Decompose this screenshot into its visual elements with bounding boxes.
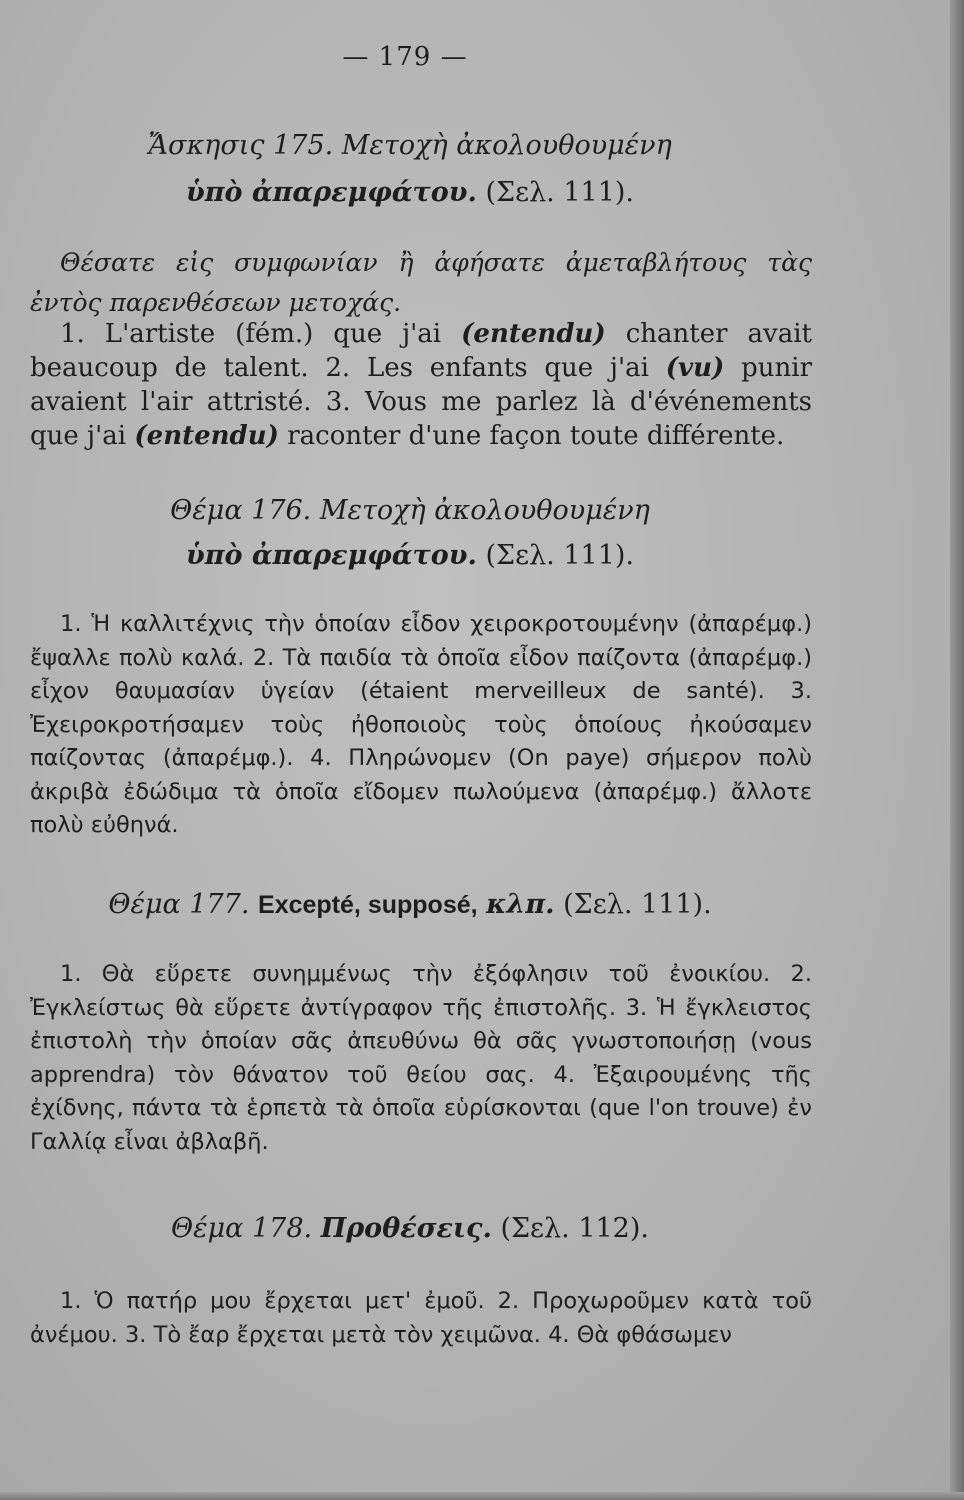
body-segment-italic: (entendu) xyxy=(134,421,279,451)
theme-177-body xyxy=(30,958,812,1159)
instructions-text: Θέσατε εἰς συμφωνίαν ἢ ἀφήσατε ἀμεταβλήτους τὰς ἐντὸς παρενθέσεων μετοχάς. xyxy=(30,248,812,317)
exercise-175-heading xyxy=(0,125,820,167)
theme-176-subtitle: ὑπὸ ἀπαρεμφάτου. xyxy=(185,540,477,571)
theme-177-text: 1. Θὰ εὕρετε συνημμένως τὴν ἐξόφλησιν τοῦ ἐνοικίου. 2. Ἐγκλείστως θὰ εὕρετε ἀντίγραφον τῆς ἐπιστολῆς. 3. Ἡ ἔγκλειστος ἐπιστολὴ τὴν ὁποίαν σᾶς ἀπευθύνω θὰ σᾶς γνωστοποιήσῃ (vous apprendra) τὸν θάνατον τοῦ θείου σας. 4. Ἐξαιρουμένης τῆς ἐχίδνης, πάντα τὰ ἑρπετὰ τὰ ὁποῖα εὑρίσκονται (que l'on trouve) ἐν Γαλλίᾳ εἶναι ἀβλαβῆ. xyxy=(30,961,812,1155)
theme-176-title: Θέμα 176. Μετοχὴ ἀκολουθουμένη xyxy=(170,495,650,526)
exercise-175-body xyxy=(30,317,812,453)
body-segment: chanter avait beaucoup de talent. 2. Les enfants que j'ai xyxy=(30,319,812,383)
body-segment-italic: (entendu) xyxy=(461,319,606,349)
theme-176-ref: (Σελ. 111). xyxy=(485,540,634,571)
theme-178-body xyxy=(30,1285,812,1352)
theme-178-subtitle: Προθέσεις. xyxy=(320,1213,492,1244)
theme-176-heading xyxy=(0,490,820,532)
theme-177-keywords: Excepté, supposé, xyxy=(258,891,478,919)
page-edge-shadow xyxy=(950,0,964,1500)
theme-176-subheading xyxy=(0,535,820,577)
theme-176-body xyxy=(30,608,812,843)
theme-178-title: Θέμα 178. xyxy=(171,1213,313,1244)
exercise-175-ref: (Σελ. 111). xyxy=(485,177,634,208)
theme-177-heading xyxy=(0,884,820,926)
body-segment-italic: (vu) xyxy=(665,353,725,383)
theme-178-text: 1. Ὁ πατήρ μου ἔρχεται μετ' ἐμοῦ. 2. Προχωροῦμεν κατὰ τοῦ ἀνέμου. 3. Τὸ ἔαρ ἔρχεται μετὰ τὸν χειμῶνα. 4. Θὰ φθάσωμεν xyxy=(30,1288,812,1348)
exercise-175-subtitle: ὑπὸ ἀπαρεμφάτου. xyxy=(185,177,477,208)
exercise-175-instructions xyxy=(30,243,812,323)
page-number: — 179 — xyxy=(342,42,468,72)
body-segment: raconter d'une façon toute différente. xyxy=(278,421,785,451)
exercise-175-title: Ἄσκησις 175. Μετοχὴ ἀκολουθουμένη xyxy=(148,130,672,161)
theme-176-text: 1. Ἡ καλλιτέχνις τὴν ὁποίαν εἶδον χειροκροτουμένην (ἀπαρέμφ.) ἔψαλλε πολὺ καλά. 2. Τὰ παιδία τὰ ὁποῖα εἶδον παίζοντα (ἀπαρέμφ.) εἶχον θαυμασίαν ὑγείαν (étaient merveilleux de santé). 3. Ἐχειροκροτήσαμεν τοὺς ἠθοποιοὺς τοὺς ὁποίους ἠκούσαμεν παίζοντας (ἀπαρέμφ.). 4. Πληρώνομεν (On paye) σήμερον πολὺ ἀκριβὰ ἐδώδιμα τὰ ὁποῖα εἴδομεν πωλούμενα (ἀπαρέμφ.) ἄλλοτε πολὺ εὐθηνά. xyxy=(30,611,812,838)
body-segment: punir avaient l'air attristé. 3. Vous me parlez là d'événements que j'ai xyxy=(30,353,812,451)
theme-178-heading xyxy=(0,1208,820,1250)
theme-177-etc: κλπ. xyxy=(486,889,555,920)
page-bottom-shadow xyxy=(0,1492,964,1500)
theme-178-ref: (Σελ. 112). xyxy=(500,1213,649,1244)
theme-177-ref: (Σελ. 111). xyxy=(563,889,712,920)
theme-177-title: Θέμα 177. xyxy=(108,889,250,920)
exercise-175-subheading xyxy=(0,172,820,214)
body-segment: 1. L'artiste (fém.) que j'ai xyxy=(60,319,462,349)
